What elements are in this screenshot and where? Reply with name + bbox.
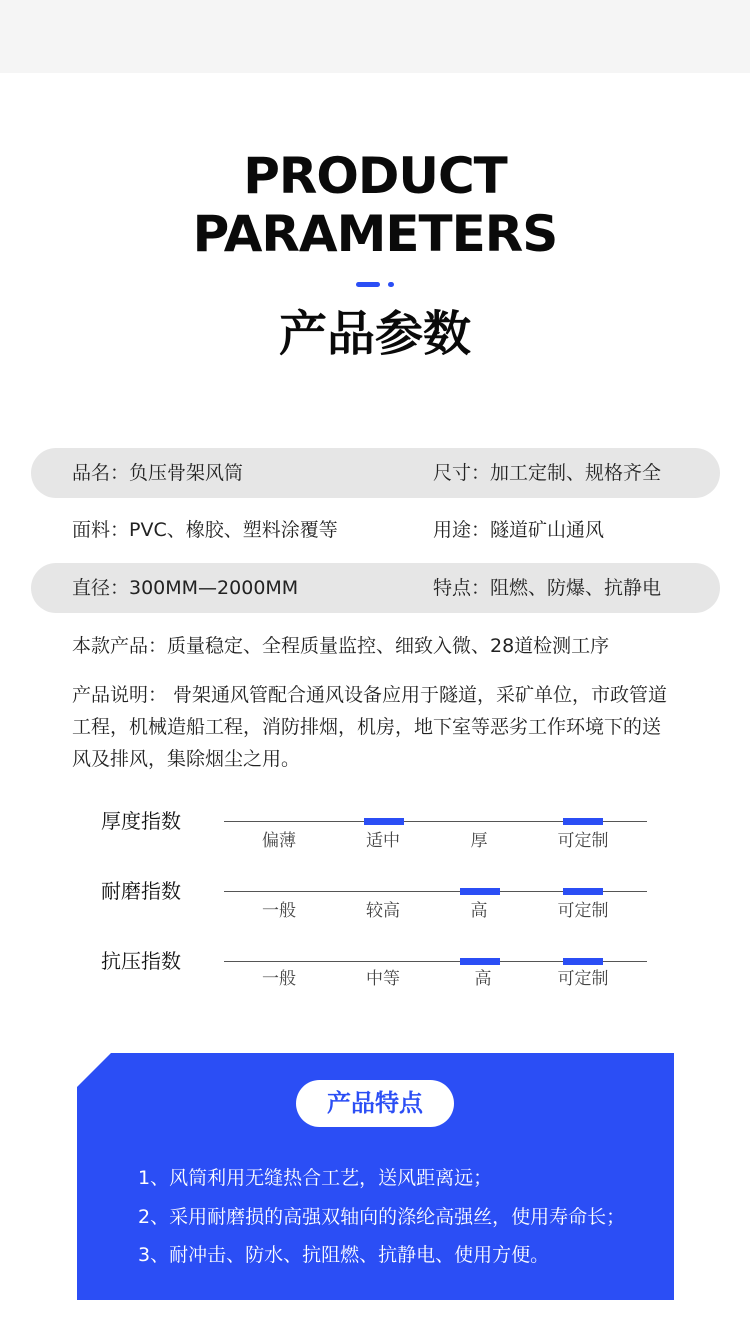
feature-item: 2、采用耐磨损的高强双轴向的涤纶高强丝，使用寿命长； <box>138 1206 626 1228</box>
product-description: 产品说明： 骨架通风管配合通风设备应用于隧道，采矿单位，市政管道工程，机械造船工程，消防排烟，机房，地下室等恶劣工作环境下的送风及排风，集除烟尘之用。 <box>72 684 668 770</box>
param-features: 特点：阻燃、防爆、抗静电 <box>433 577 662 599</box>
param-fabric: 面料：PVC、橡胶、塑料涂覆等 <box>72 519 338 541</box>
index-selected-marker <box>563 958 603 965</box>
feature-item: 1、风筒利用无缝热合工艺，送风距离远； <box>138 1167 493 1189</box>
title-divider-dash <box>356 282 380 287</box>
index-selected-marker <box>563 818 603 825</box>
index-label: 抗压指数 <box>101 949 181 973</box>
index-selected-marker <box>460 888 500 895</box>
index-option: 高 <box>470 901 488 921</box>
index-option: 一般 <box>262 969 296 989</box>
index-label: 厚度指数 <box>101 809 181 833</box>
index-selected-marker <box>364 818 404 825</box>
param-row <box>31 505 720 555</box>
index-option: 可定制 <box>557 901 609 921</box>
param-diameter: 直径：300MM—2000MM <box>72 577 299 599</box>
index-option: 较高 <box>366 901 400 921</box>
index-option: 可定制 <box>557 831 609 851</box>
top-band <box>0 0 750 73</box>
param-name: 品名：负压骨架风筒 <box>72 462 244 484</box>
index-option: 偏薄 <box>262 831 296 851</box>
title-cn: 产品参数 <box>278 306 471 362</box>
index-selected-marker <box>460 958 500 965</box>
feature-item: 3、耐冲击、防水、抗阻燃、抗静电、使用方便。 <box>138 1244 550 1266</box>
product-quality-line: 本款产品：质量稳定、全程质量监控、细致入微、28道检测工序 <box>72 635 610 657</box>
index-label: 耐磨指数 <box>101 879 181 903</box>
features-title: 产品特点 <box>296 1080 454 1127</box>
index-option: 可定制 <box>557 969 609 989</box>
title-en-line2: PARAMETERS <box>192 205 558 263</box>
index-selected-marker <box>563 888 603 895</box>
index-option: 适中 <box>366 831 400 851</box>
index-option: 高 <box>474 969 492 989</box>
param-row <box>31 563 720 613</box>
title-divider-dot <box>388 282 394 287</box>
param-size: 尺寸：加工定制、规格齐全 <box>433 462 662 484</box>
index-option: 中等 <box>366 969 400 989</box>
index-option: 一般 <box>262 901 296 921</box>
param-row <box>31 448 720 498</box>
title-en-line1: PRODUCT <box>243 147 507 205</box>
index-option: 厚 <box>470 831 488 851</box>
param-usage: 用途：隧道矿山通风 <box>433 519 605 541</box>
